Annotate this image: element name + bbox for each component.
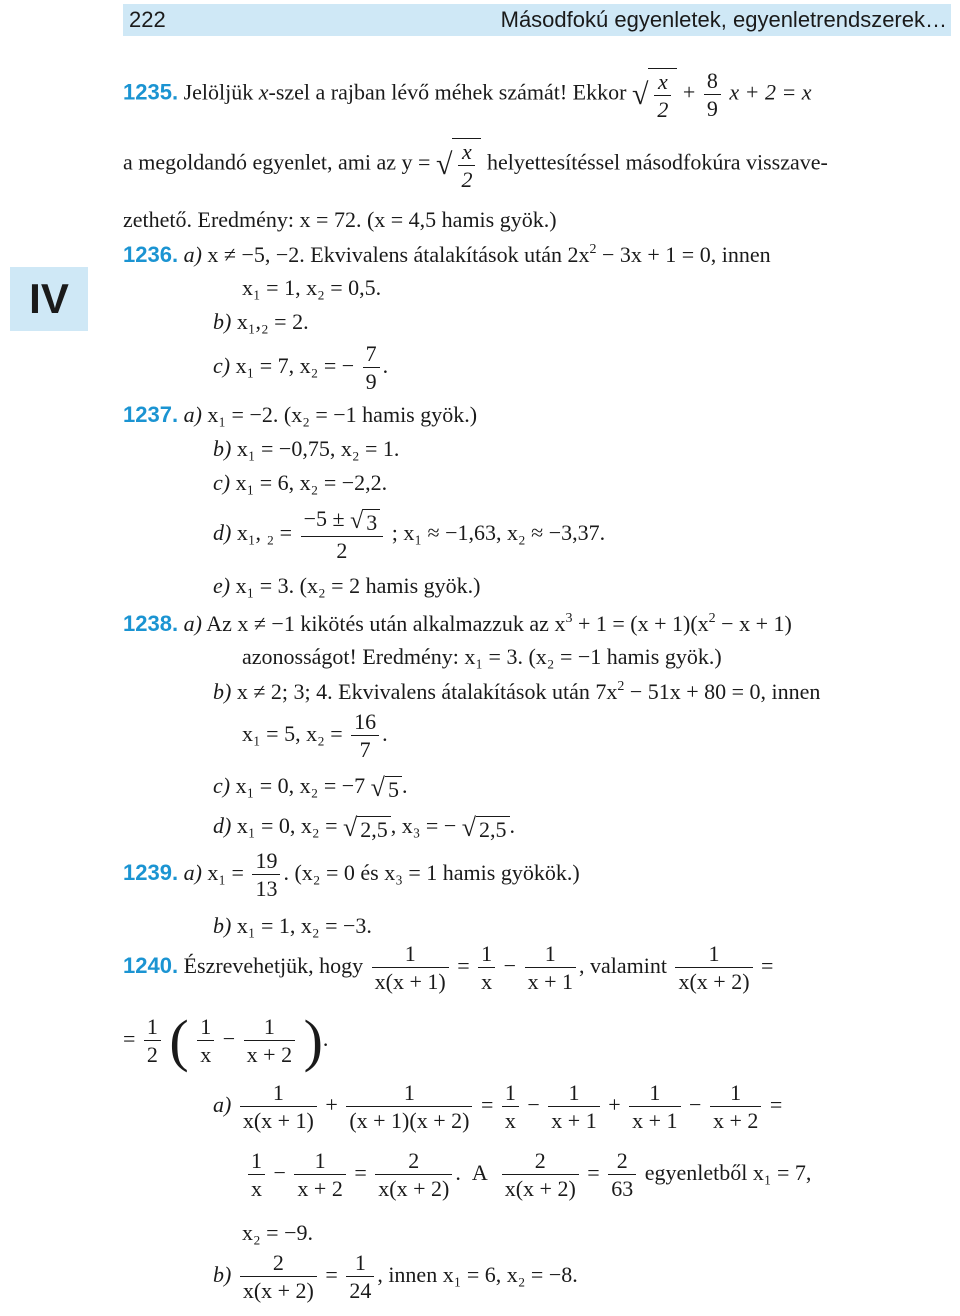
fraction: $\frac{2}{x(x + 2)}$: [375, 1150, 452, 1200]
fraction: $\frac{2}{x(x + 2)}$: [240, 1252, 317, 1302]
problem-1237-e: e) x₁ = 3. (x₂ = 2 hamis gyök.): [213, 573, 481, 598]
chapter-title: Másodfokú egyenletek, egyenletrendszerek…: [500, 7, 947, 32]
problem-1240-a-line2: $\frac{1}{x}$ − $\frac{1}{x + 2}$ = $\frac{2}{x(x + 2)}$ . A $\frac{2}{x(x + 2)}$ = $\frac{2}{63}$ egyenletből x₁ = 7,: [245, 1150, 811, 1200]
fraction: $\frac{-5 \pm √ 3}{2}$: [301, 508, 384, 562]
fraction: $\frac{1}{x + 2}$: [294, 1150, 345, 1200]
problem-number: 1240.: [123, 953, 179, 979]
sqrt-expression: √ $\frac{x}{2}$: [632, 68, 677, 121]
problem-1240-line1: 1240. Észrevehetjük, hogy $\frac{1}{x(x + 1)}$ = $\frac{1}{x}$ − $\frac{1}{x + 1}$ , valamint $\frac{1}{x(x + 2)}$ =: [123, 941, 774, 994]
fraction: $\frac{1}{2}$: [144, 1016, 161, 1066]
fraction: $\frac{1}{x(x + 1)}$: [240, 1082, 317, 1132]
fraction: $\frac{x}{2}$: [458, 141, 475, 191]
problem-1238-d: d) x₁ = 0, x₂ = √ 2,5 , x₃ = − √ 2,5 .: [213, 813, 516, 842]
problem-1238-a: 1238. a) Az x ≠ −1 kikötés után alkalmazzuk az $x^3 + 1 = (x + 1)(x^2 - x + 1)$: [123, 611, 792, 636]
problem-number: 1237.: [123, 402, 179, 427]
fraction: $\frac{1}{x(x + 1)}$: [372, 943, 449, 993]
fraction: $\frac{1}{x}$: [248, 1150, 265, 1200]
fraction: $\frac{8}{9}$: [704, 70, 721, 120]
fraction: $\frac{7}{9}$: [363, 343, 380, 393]
problem-1236-a: 1236. a) x ≠ −5, −2. Ekvivalens átalakítások után $2x^2 - 3x + 1 = 0$, innen: [123, 242, 771, 267]
problem-1237-c: c) x₁ = 6, x₂ = −2,2.: [213, 470, 388, 495]
problem-1237-a: 1237. a) x₁ = −2. (x₂ = −1 hamis gyök.): [123, 402, 478, 427]
problem-1235-line3: zethető. Eredmény: x = 72. (x = 4,5 hamis gyök.): [123, 207, 557, 232]
fraction: $\frac{2}{x(x + 2)}$: [502, 1150, 579, 1200]
problem-1237-b: b) x₁ = −0,75, x₂ = 1.: [213, 436, 400, 461]
fraction: $\frac{1}{x}$: [197, 1016, 214, 1066]
problem-1237-d: d) x₁, ₂ = $\frac{-5 \pm √ 3}{2}$ ; x₁ ≈ −1,63, x₂ ≈ −3,37.: [213, 506, 606, 563]
problem-1240-a: a) $\frac{1}{x(x + 1)}$ + $\frac{1}{(x + 1)(x + 2)}$ = $\frac{1}{x}$ − $\frac{1}{x + 1}$ + $\frac{1}{x + 1}$ − $\frac{1}{x + 2}$ =: [213, 1080, 783, 1133]
sqrt-expression: √ $\frac{x}{2}$: [436, 138, 481, 191]
problem-1236-b: b) x₁,₂ = 2.: [213, 309, 309, 334]
fraction: $\frac{1}{(x + 1)(x + 2)}$: [346, 1082, 472, 1132]
fraction: $\frac{1}{24}$: [346, 1252, 374, 1302]
problem-1236-c: c) x₁ = 7, x₂ = − $\frac{7}{9}$ .: [213, 341, 389, 394]
fraction: $\frac{19}{13}$: [252, 850, 280, 900]
page-number: 222: [129, 7, 166, 32]
problem-1238-b: b) x ≠ 2; 3; 4. Ekvivalens átalakítások után $7x^2 - 51x + 80 = 0$, innen: [213, 679, 821, 704]
problem-number: 1236.: [123, 242, 179, 267]
fraction: $\frac{1}{x + 1}$: [629, 1082, 680, 1132]
problem-1239-b: b) x₁ = 1, x₂ = −3.: [213, 913, 372, 938]
problem-1238-a-line2: azonosságot! Eredmény: x₁ = 3. (x₂ = −1 hamis gyök.): [242, 644, 722, 669]
problem-1236-a-line2: x₁ = 1, x₂ = 0,5.: [242, 275, 382, 300]
fraction: $\frac{1}{x(x + 2)}$: [675, 943, 752, 993]
problem-1239-a: 1239. a) x₁ = $\frac{19}{13}$ . (x₂ = 0 és x₃ = 1 hamis gyökök.): [123, 848, 580, 901]
fraction: $\frac{1}{x}$: [478, 943, 495, 993]
fraction: $\frac{1}{x + 1}$: [548, 1082, 599, 1132]
problem-1238-c: c) x₁ = 0, x₂ = −7 √ 5 .: [213, 773, 408, 802]
problem-1235-line1: 1235. Jelöljük x-szel a rajban lévő méhek számát! Ekkor √ $\frac{x}{2}$ + $\frac{8}{9}$ x + 2 = x: [123, 67, 812, 122]
fraction: $\frac{1}{x + 2}$: [710, 1082, 761, 1132]
problem-1240-a-line3: x₂ = −9.: [242, 1220, 313, 1245]
fraction: $\frac{2}{63}$: [608, 1150, 636, 1200]
fraction: $\frac{1}{x + 2}$: [244, 1016, 295, 1066]
problem-1240-b: b) $\frac{2}{x(x + 2)}$ = $\frac{1}{24}$ , innen x₁ = 6, x₂ = −8.: [213, 1250, 578, 1303]
problem-number: 1238.: [123, 611, 179, 636]
problem-1240-line2: = $\frac{1}{2}$ ( $\frac{1}{x}$ − $\frac{1}{x + 2}$ ).: [123, 1008, 329, 1073]
fraction: $\frac{x}{2}$: [654, 71, 671, 121]
problem-number: 1239.: [123, 860, 179, 886]
chapter-tab: IV: [10, 267, 88, 331]
problem-1238-b-line2: x₁ = 5, x₂ = $\frac{16}{7}$ .: [242, 709, 388, 762]
problem-1235-line2: a megoldandó egyenlet, ami az y = √ $\frac{x}{2}$ helyettesítéssel másodfokúra visszave-: [123, 139, 828, 192]
fraction: $\frac{16}{7}$: [351, 711, 379, 761]
page-header: [123, 4, 951, 36]
problem-number: 1235.: [123, 79, 179, 105]
fraction: $\frac{1}{x}$: [502, 1082, 519, 1132]
fraction: $\frac{1}{x + 1}$: [525, 943, 576, 993]
